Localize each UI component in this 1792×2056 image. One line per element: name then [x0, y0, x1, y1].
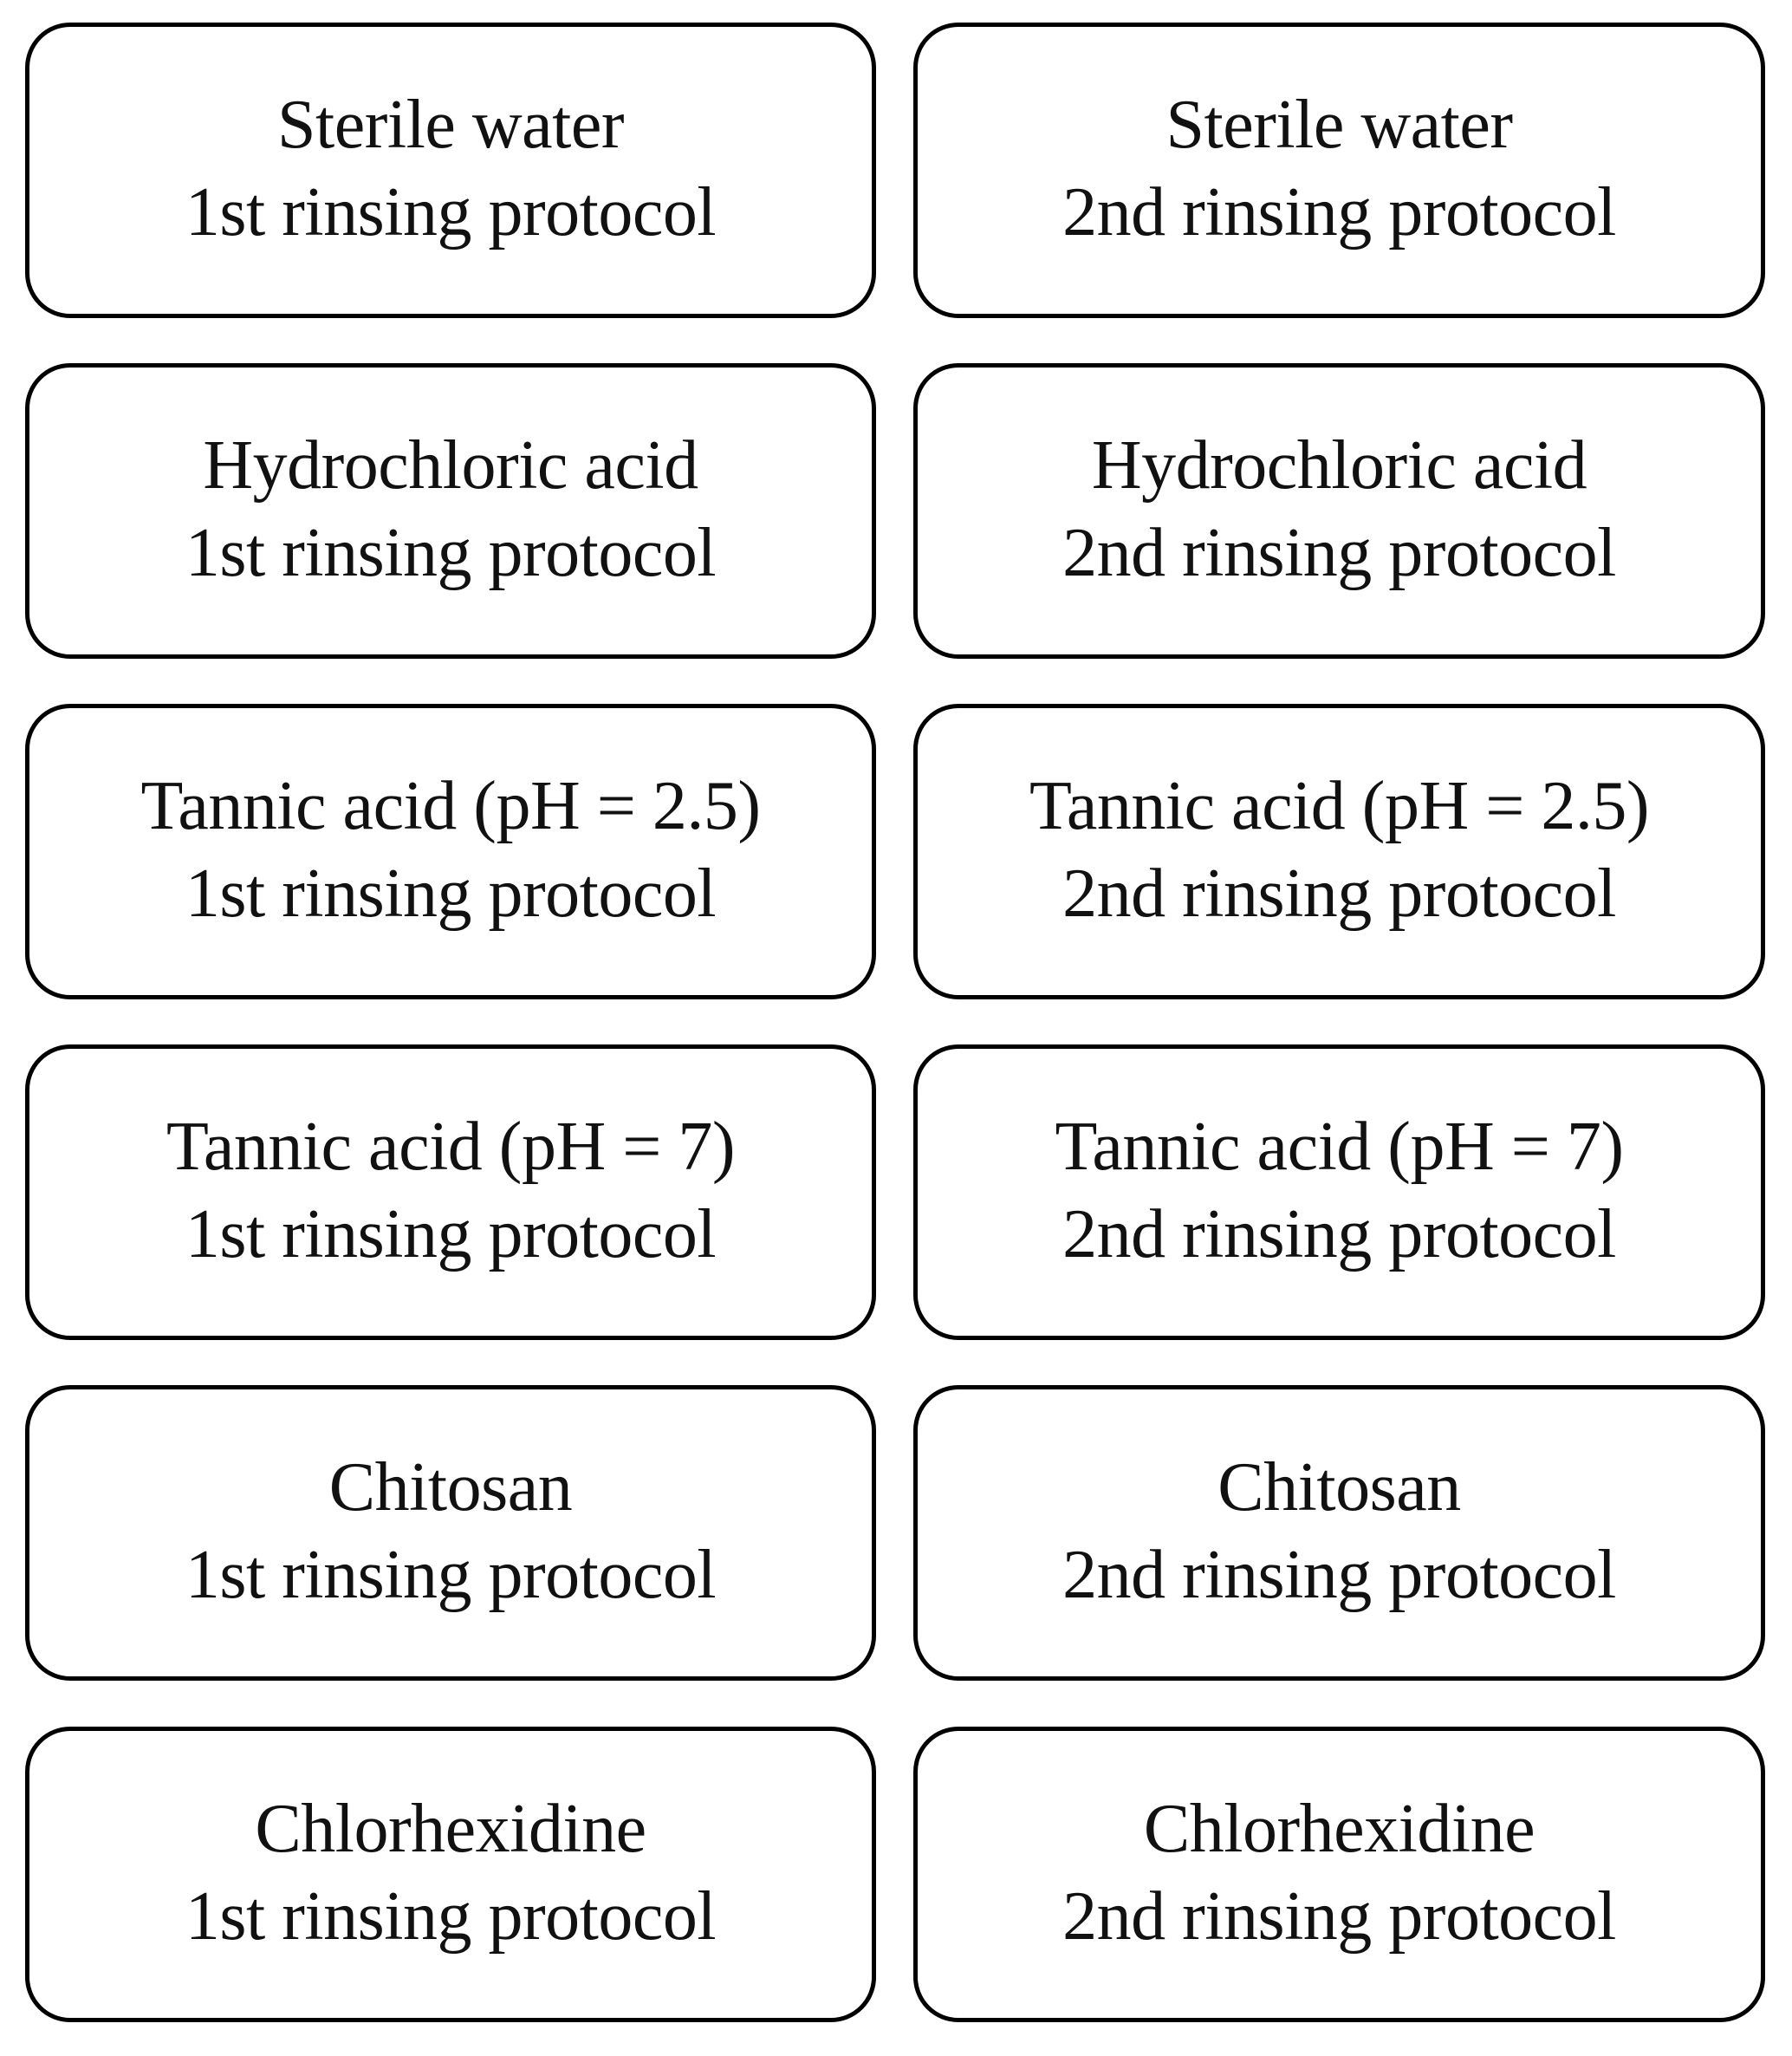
box-title: Sterile water	[1165, 86, 1513, 163]
box-title: Tannic acid (pH = 7)	[1055, 1108, 1624, 1185]
box-title: Chlorhexidine	[1143, 1790, 1536, 1867]
box-subtitle: 2nd rinsing protocol	[1062, 1195, 1616, 1272]
box-subtitle: 2nd rinsing protocol	[1062, 1536, 1616, 1613]
box-chlorhexidine-1st	[25, 1727, 876, 2022]
box-subtitle: 1st rinsing protocol	[185, 514, 717, 591]
box-title: Hydrochloric acid	[1091, 426, 1587, 504]
box-title: Tannic acid (pH = 7)	[166, 1108, 735, 1185]
box-subtitle: 1st rinsing protocol	[185, 855, 717, 932]
box-title: Chlorhexidine	[255, 1790, 646, 1867]
box-title: Tannic acid (pH = 2.5)	[1029, 767, 1649, 844]
box-hydrochloric-acid-1st	[25, 363, 876, 659]
box-subtitle: 1st rinsing protocol	[185, 1195, 717, 1272]
box-subtitle: 1st rinsing protocol	[185, 1536, 717, 1613]
box-subtitle: 1st rinsing protocol	[185, 173, 717, 250]
box-sterile-water-1st	[25, 23, 876, 318]
box-subtitle: 1st rinsing protocol	[185, 1877, 717, 1955]
box-title: Hydrochloric acid	[203, 426, 698, 504]
box-tannic-acid-ph7-1st	[25, 1044, 876, 1340]
box-title: Tannic acid (pH = 2.5)	[140, 767, 761, 844]
box-subtitle: 2nd rinsing protocol	[1062, 1877, 1616, 1955]
box-sterile-water-2nd	[913, 23, 1765, 318]
box-title: Chitosan	[1217, 1448, 1461, 1526]
box-chitosan-1st	[25, 1385, 876, 1681]
box-subtitle: 2nd rinsing protocol	[1062, 173, 1616, 250]
box-subtitle: 2nd rinsing protocol	[1062, 855, 1616, 932]
box-title: Chitosan	[328, 1448, 573, 1526]
box-chitosan-2nd	[913, 1385, 1765, 1681]
box-subtitle: 2nd rinsing protocol	[1062, 514, 1616, 591]
box-chlorhexidine-2nd	[913, 1727, 1765, 2022]
box-tannic-acid-ph2-5-2nd	[913, 704, 1765, 999]
box-tannic-acid-ph7-2nd	[913, 1044, 1765, 1340]
box-hydrochloric-acid-2nd	[913, 363, 1765, 659]
box-title: Sterile water	[277, 86, 624, 163]
box-tannic-acid-ph2-5-1st	[25, 704, 876, 999]
